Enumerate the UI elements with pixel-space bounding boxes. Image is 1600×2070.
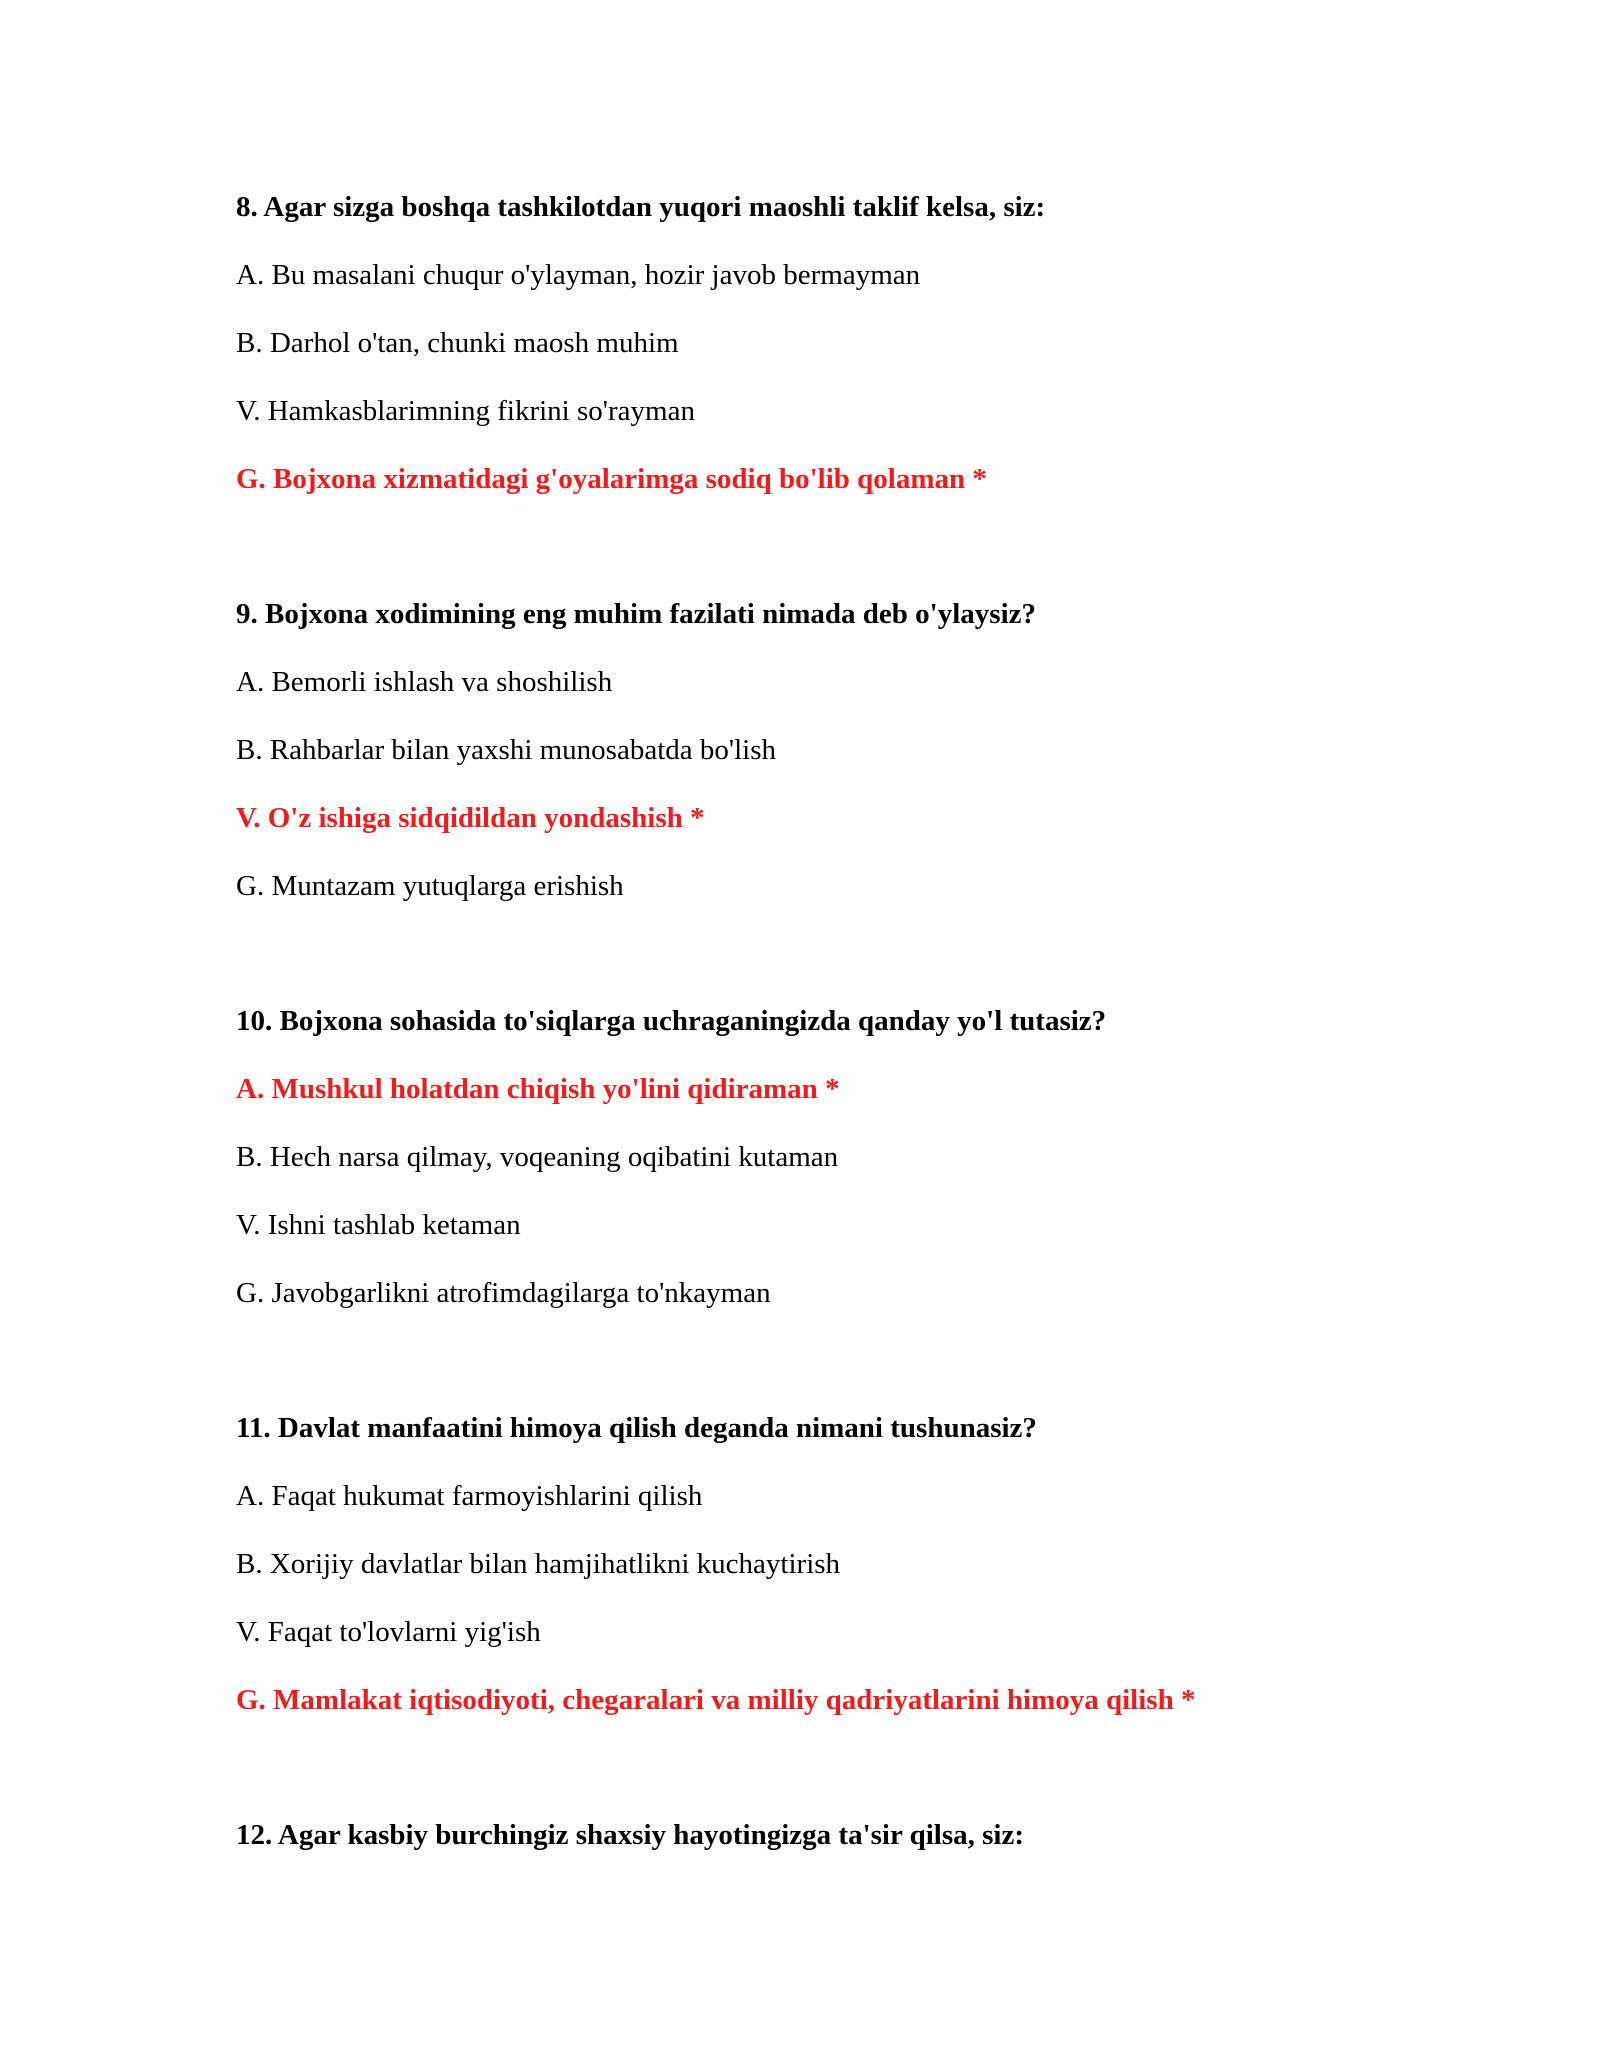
question-text: 9. Bojxona xodimining eng muhim fazilati nimada deb o'ylaysiz?	[236, 598, 1037, 630]
question-12	[236, 1816, 1416, 1854]
question-spacer	[236, 1749, 1416, 1816]
option-v: V. Hamkasblarimning fikrini so'rayman	[236, 395, 695, 427]
option-g-correct: G. Bojxona xizmatidagi g'oyalarimga sodiq bo'lib qolaman *	[236, 463, 987, 495]
option-v-correct: V. O'z ishiga sidqidildan yondashish *	[236, 802, 705, 834]
option-a: A. Faqat hukumat farmoyishlarini qilish	[236, 1480, 703, 1512]
option-v: V. Faqat to'lovlarni yig'ish	[236, 1616, 541, 1648]
option-a: A. Bu masalani chuqur o'ylayman, hozir javob bermayman	[236, 259, 921, 291]
question-9	[236, 595, 1416, 905]
option-b: B. Hech narsa qilmay, voqeaning oqibatini kutaman	[236, 1141, 839, 1173]
question-text: 10. Bojxona sohasida to'siqlarga uchraganingizda qanday yo'l tutasiz?	[236, 1005, 1107, 1037]
question-10	[236, 1002, 1416, 1312]
option-b: B. Rahbarlar bilan yaxshi munosabatda bo'lish	[236, 734, 777, 766]
question-spacer	[236, 1342, 1416, 1409]
option-a: A. Bemorli ishlash va shoshilish	[236, 666, 613, 698]
question-text: 11. Davlat manfaatini himoya qilish deganda nimani tushunasiz?	[236, 1412, 1037, 1444]
option-g: G. Javobgarlikni atrofimdagilarga to'nkayman	[236, 1277, 771, 1309]
question-spacer	[236, 935, 1416, 1002]
question-text: 12. Agar kasbiy burchingiz shaxsiy hayotingizga ta'sir qilsa, siz:	[236, 1819, 1024, 1851]
option-g: G. Muntazam yutuqlarga erishish	[236, 870, 624, 902]
option-v: V. Ishni tashlab ketaman	[236, 1209, 521, 1241]
option-b: B. Xorijiy davlatlar bilan hamjihatlikni kuchaytirish	[236, 1548, 841, 1580]
question-8	[236, 188, 1416, 498]
question-spacer	[236, 528, 1416, 595]
question-text: 8. Agar sizga boshqa tashkilotdan yuqori maoshli taklif kelsa, siz:	[236, 191, 1046, 223]
document-page	[236, 188, 1416, 1884]
question-11	[236, 1409, 1416, 1719]
option-g-correct: G. Mamlakat iqtisodiyoti, chegaralari va milliy qadriyatlarini himoya qilish *	[236, 1684, 1196, 1716]
option-b: B. Darhol o'tan, chunki maosh muhim	[236, 327, 679, 359]
option-a-correct: A. Mushkul holatdan chiqish yo'lini qidiraman *	[236, 1073, 840, 1105]
